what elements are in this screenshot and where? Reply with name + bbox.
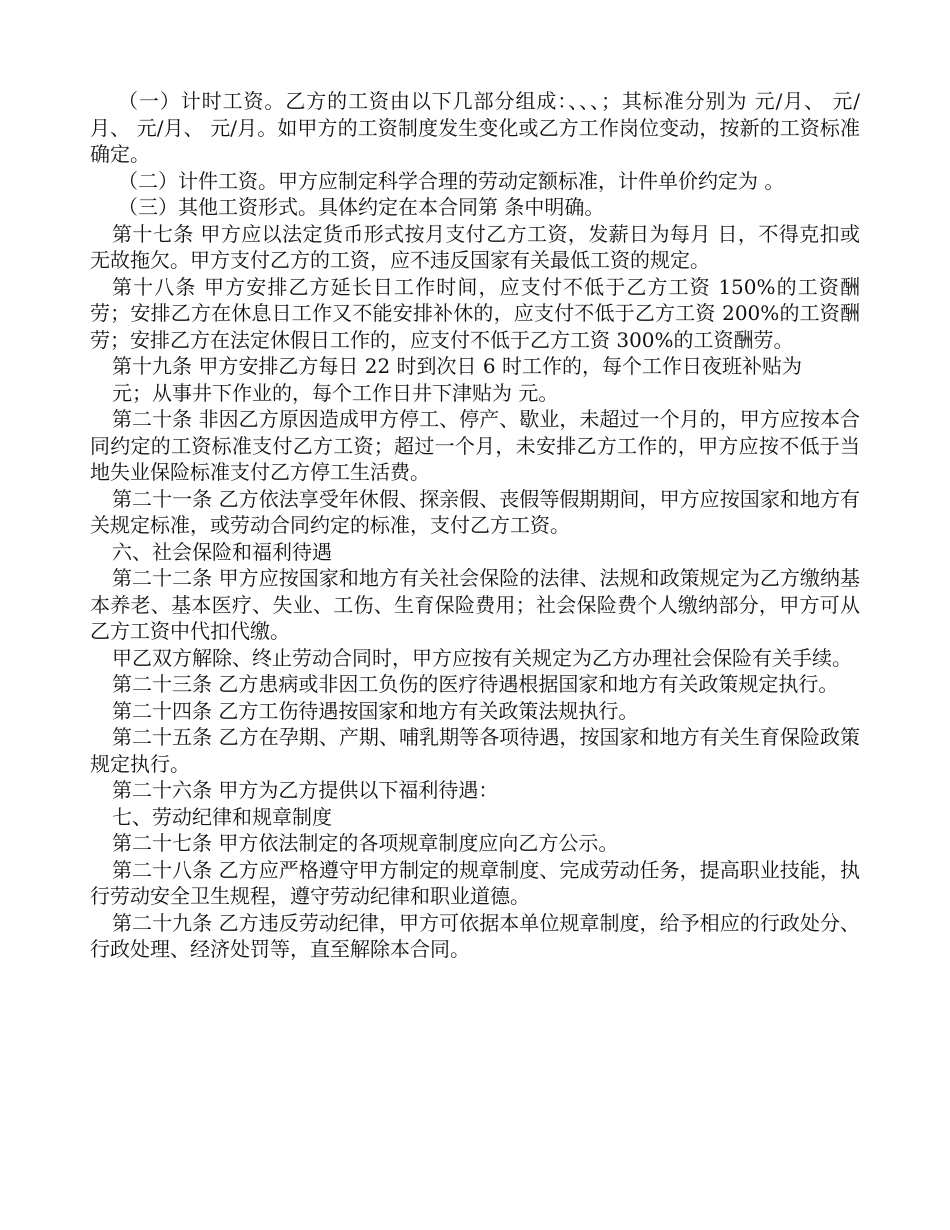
paragraph-article-23: 第二十三条 乙方患病或非因工负伤的医疗待遇根据国家和地方有关政策规定执行。	[112, 672, 839, 696]
paragraph-wage-piece: （二）计件工资。甲方应制定科学合理的劳动定额标准，计件单价约定为 。	[118, 168, 785, 193]
paragraph-article-25: 第二十五条 乙方在孕期、产期、哺乳期等各项待遇，按国家和地方有关生育保险政策规定执行。	[90, 725, 860, 776]
paragraph-article-27: 第二十七条 甲方依法制定的各项规章制度应向乙方公示。	[112, 831, 619, 855]
paragraph-article-28: 第二十八条 乙方应严格遵守甲方制定的规章制度、完成劳动任务，提高职业技能，执行劳动安全卫生规程，遵守劳动纪律和职业道德。	[90, 857, 860, 908]
paragraph-article-29: 第二十九条 乙方违反劳动纪律，甲方可依据本单位规章制度，给予相应的行政处分、行政处理、经济处罚等，直至解除本合同。	[90, 910, 860, 961]
paragraph-article-26: 第二十六条 甲方为乙方提供以下福利待遇：	[112, 778, 499, 802]
paragraph-article-17: 第十七条 甲方应以法定货币形式按月支付乙方工资，发薪日为每月 日，不得克扣或无故拖欠。甲方支付乙方的工资，应不违反国家有关最低工资的规定。	[90, 221, 860, 272]
paragraph-article-21: 第二十一条 乙方依法享受年休假、探亲假、丧假等假期期间，甲方应按国家和地方有关规定标准，或劳动合同约定的标准，支付乙方工资。	[90, 486, 860, 537]
paragraph-article-24: 第二十四条 乙方工伤待遇按国家和地方有关政策法规执行。	[112, 698, 639, 723]
paragraph-wage-other: （三）其他工资形式。具体约定在本合同第 条中明确。	[118, 195, 605, 219]
paragraph-article-19-cont: 元；从事井下作业的，每个工作日井下津贴为 元。	[112, 380, 559, 405]
paragraph-article-18: 第十八条 甲方安排乙方延长日工作时间，应支付不低于乙方工资 150%的工资酬劳；安排乙方在休息日工作又不能安排补休的，应支付不低于乙方工资 200%的工资酬劳；安排乙方在法定休假日工作的，应支付不低于乙方工资 300%的工资酬劳。	[90, 274, 860, 352]
section-heading-labor-discipline: 七、劳动纪律和规章制度	[112, 804, 332, 829]
document-body	[90, 88, 860, 963]
paragraph-article-22: 第二十二条 甲方应按国家和地方有关社会保险的法律、法规和政策规定为乙方缴纳基本养老、基本医疗、失业、工伤、生育保险费用；社会保险费个人缴纳部分，甲方可从乙方工资中代扣代缴。	[90, 566, 860, 643]
paragraph-article-19: 第十九条 甲方安排乙方每日 22 时到次日 6 时工作的，每个工作日夜班补贴为	[112, 354, 802, 378]
section-heading-social-insurance: 六、社会保险和福利待遇	[112, 539, 332, 564]
paragraph-article-20: 第二十条 非因乙方原因造成甲方停工、停产、歇业，未超过一个月的，甲方应按本合同约定的工资标准支付乙方工资；超过一个月，未安排乙方工作的，甲方应按不低于当地失业保险标准支付乙方停工生活费。	[90, 407, 860, 484]
paragraph-article-22-cont: 甲乙双方解除、终止劳动合同时，甲方应按有关规定为乙方办理社会保险有关手续。	[112, 645, 852, 670]
paragraph-wage-hourly: （一）计时工资。乙方的工资由以下几部分组成：、、、；其标准分别为 元/月、 元/月、 元/月、 元/月。如甲方的工资制度发生变化或乙方工作岗位变动，按新的工资标准确定。	[90, 89, 860, 166]
